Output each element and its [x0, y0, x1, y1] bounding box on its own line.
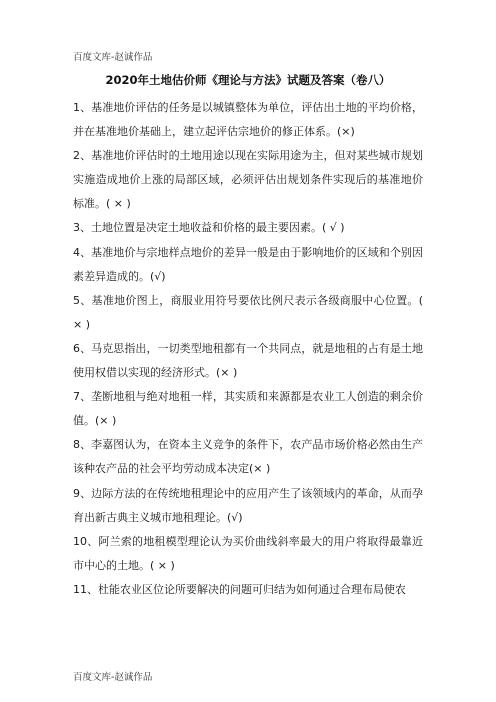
question-list: [73, 96, 423, 602]
question-item: 8、李嘉图认为，在资本主义竞争的条件下，农产品市场价格必然由生产该种农产品的社会平均劳动成本决定(× ): [73, 438, 423, 476]
question-item: 4、基准地价与宗地样点地价的差异一般是由于影响地价的区域和个别因素差异造成的。(√): [73, 245, 423, 283]
question-item: 9、边际方法的在传统地租理论中的应用产生了该领域内的革命，从而孕育出新古典主义城市地租理论。(√): [73, 486, 423, 524]
question-item: 7、垄断地租与绝对地租一样，其实质和来源都是农业工人创造的剩余价值。(× ): [73, 390, 423, 428]
question-item: 2、基准地价评估时的土地用途以现在实际用途为主，但对某些城市规划实施造成地价上涨的局部区域，必须评估出规划条件实现后的基准地价标准。( × ): [73, 149, 423, 211]
question-item: 6、马克思指出，一切类型地租都有一个共同点，就是地租的占有是土地使用权借以实现的经济形式。(× ): [73, 341, 423, 380]
document-title: 2020年土地估价师《理论与方法》试题及答案（卷八）: [105, 73, 391, 87]
question-item: 5、基准地价图上，商服业用符号要依比例尺表示各级商服中心位置。( × ): [73, 293, 423, 331]
page-footer: 百度文库-赵诚作品: [73, 672, 153, 683]
question-item: 3、土地位置是决定土地收益和价格的最主要因素。( √ ): [73, 221, 345, 235]
question-item: 1、基准地价评估的任务是以城镇整体为单位，评估出土地的平均价格，并在基准地价基础上，建立起评估宗地价的修正体系。(×): [73, 101, 423, 139]
question-item: 10、阿兰索的地租模型理论认为买价曲线斜率最大的用户将取得最靠近市中心的土地。( × ): [73, 534, 423, 572]
page-header: 百度文库-赵诚作品: [73, 52, 153, 63]
question-item: 11、杜能农业区位论所要解决的问题可归结为如何通过合理布局使农: [73, 582, 406, 596]
